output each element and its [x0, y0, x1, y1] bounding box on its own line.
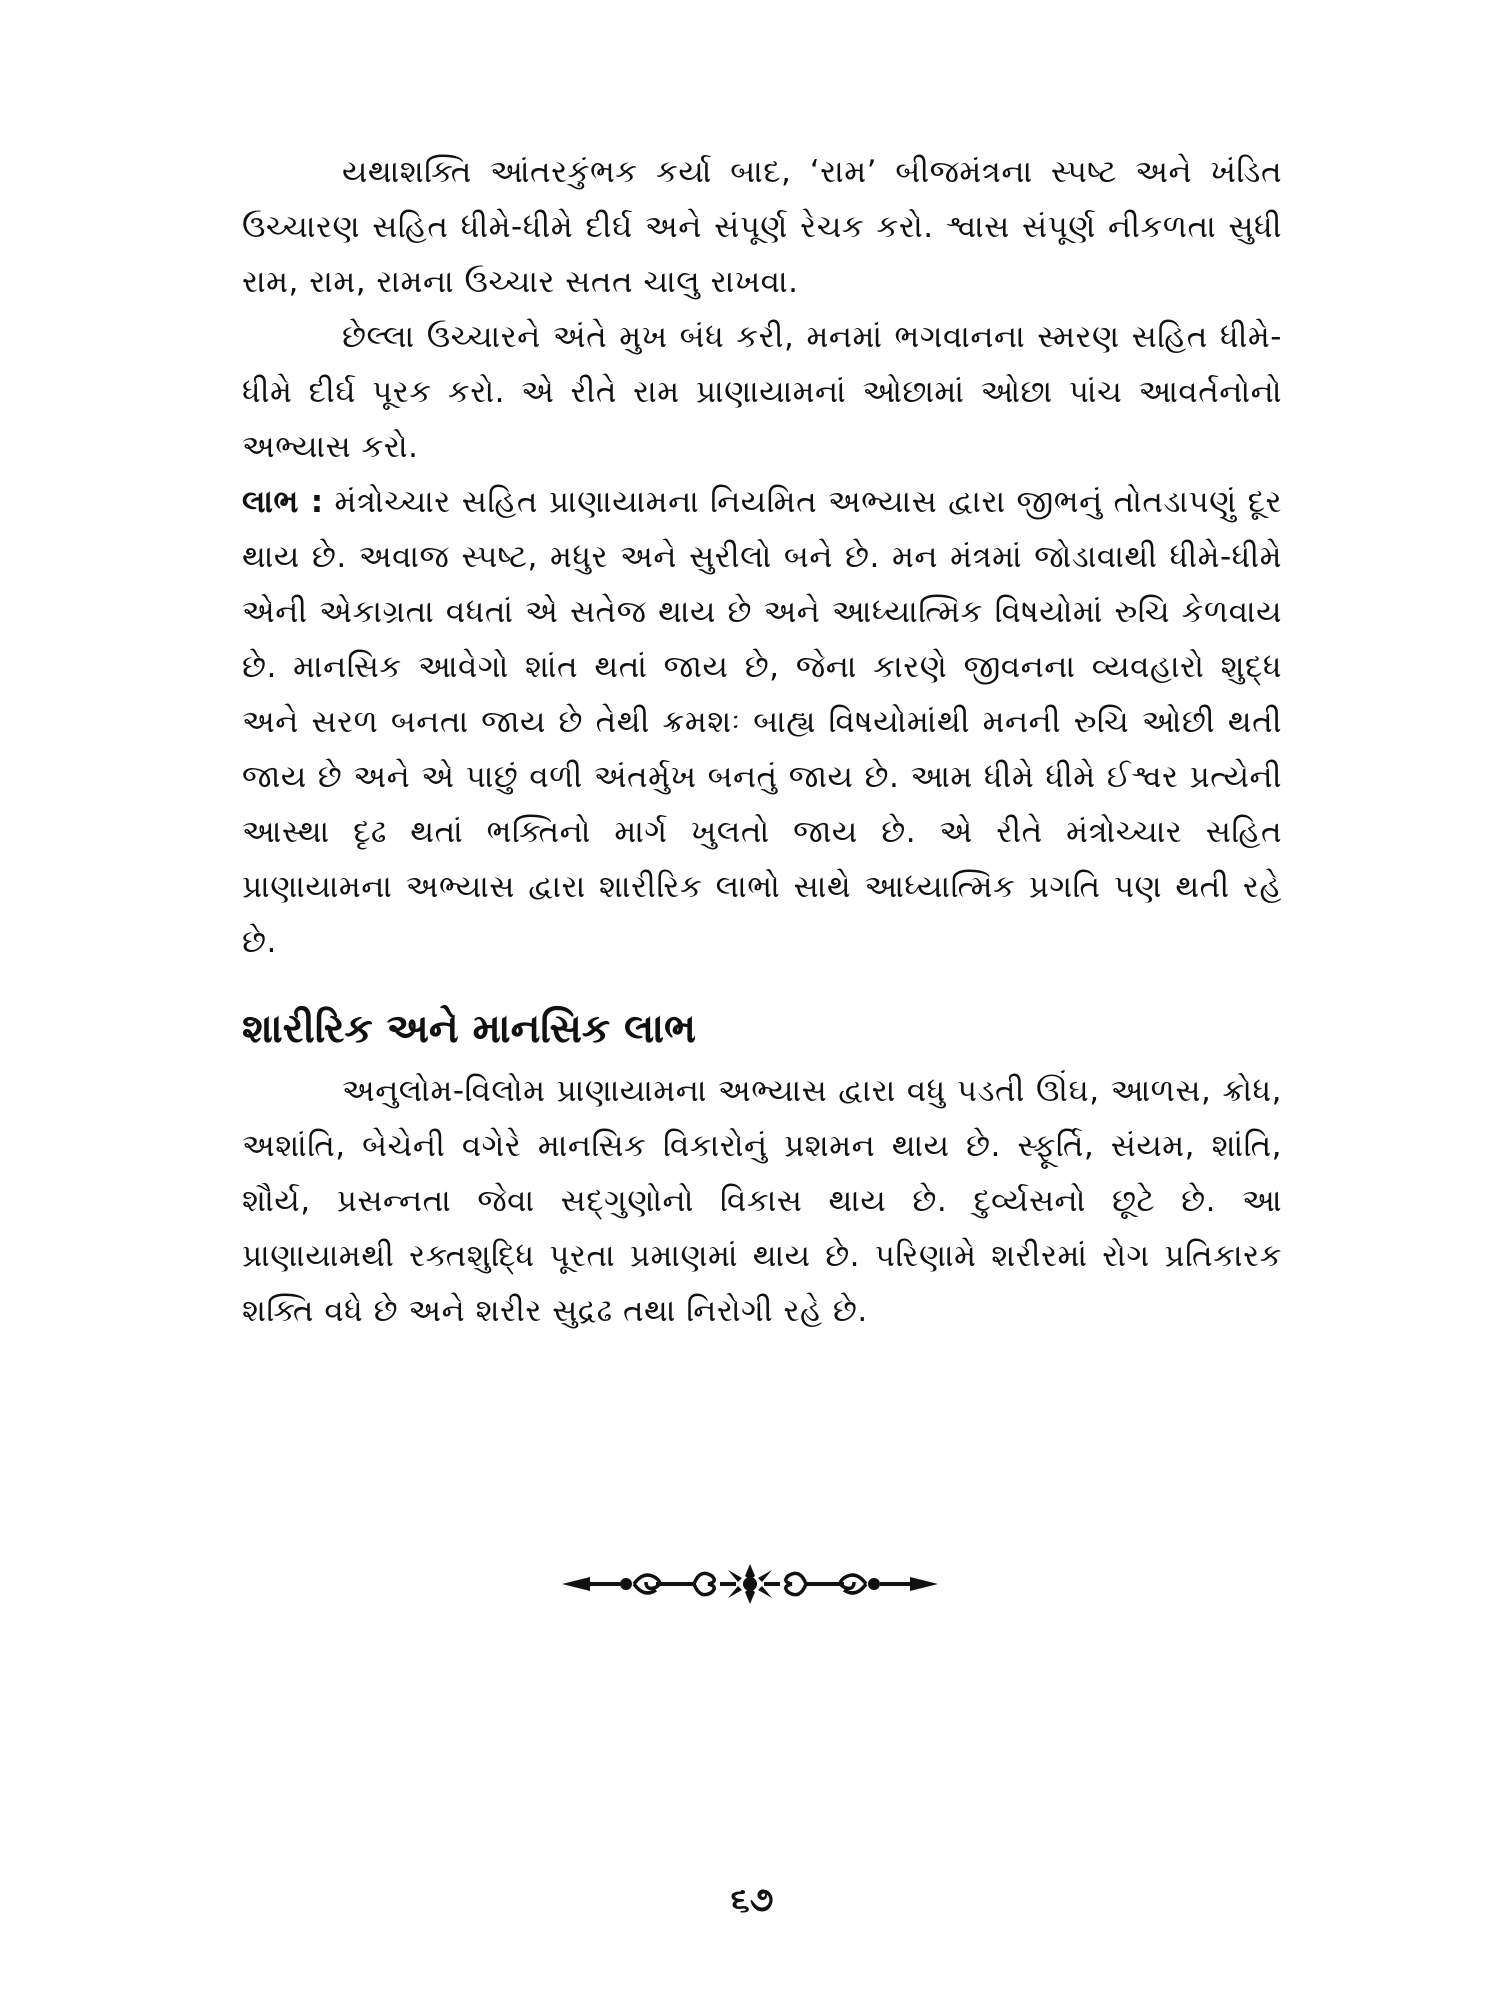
benefit-paragraph [242, 475, 1282, 970]
page-body [242, 145, 1282, 1339]
paragraph-anulom-vilom: અનુલોમ-વિલોમ પ્રાણાયામના અભ્યાસ દ્વારા વધુ પડતી ઊંઘ, આળસ, ક્રોધ, અશાંતિ, બેચેની વગેરે માનસિક વિકારોનું પ્રશમન થાય છે. સ્ફૂર્તિ, સંયમ, શાંતિ, શૌર્ય, પ્રસન્નતા જેવા સદ્ગુણોનો વિકાસ થાય છે. દુર્વ્યસનો છૂટે છે. આ પ્રાણાયામથી રક્તશુદ્ધિ પૂરતા પ્રમાણમાં થાય છે. પરિણામે શરીરમાં રોગ પ્રતિકારક શક્તિ વધે છે અને શરીર સુદ્રઢ તથા નિરોગી રહે છે. [242, 1073, 1282, 1329]
page-number-text: ૬૭ [730, 1880, 774, 1920]
benefit-text: મંત્રોચ્ચાર સહિત પ્રાણાયામના નિયમિત અભ્યાસ દ્વારા જીભનું તોતડાપણું દૂર થાય છે. અવાજ સ્પષ્ટ, મધુર અને સુરીલો બને છે. મન મંત્રમાં જોડાવાથી ધીમે-ધીમે એની એકાગ્રતા વધતાં એ સતેજ થાય છે અને આધ્યાત્મિક વિષયોમાં રુચિ કેળવાય છે. માનસિક આવેગો શાંત થતાં જાય છે, જેના કારણે જીવનના વ્યવહારો શુદ્ધ અને સરળ બનતા જાય છે તેથી ક્રમશઃ બાહ્ય વિષયોમાંથી મનની રુચિ ઓછી થતી જાય છે અને એ પાછું વળી અંતર્મુખ બનતું જાય છે. આમ ધીમે ધીમે ઈશ્વર પ્રત્યેની આસ્થા દૃઢ થતાં ભક્તિનો માર્ગ ખુલતો જાય છે. એ રીતે મંત્રોચ્ચાર સહિત પ્રાણાયામના અભ્યાસ દ્વારા શારીરિક લાભો સાથે આધ્યાત્મિક પ્રગતિ પણ થતી રહે છે. [242, 484, 1282, 960]
page-number [0, 1880, 1500, 1920]
paragraph-inhalation: છેલ્લા ઉચ્ચારને અંતે મુખ બંધ કરી, મનમાં ભગવાનના સ્મરણ સહિત ધીમે-ધીમે દીર્ઘ પૂરક કરો. એ રીતે રામ પ્રાણાયામનાં ઓછામાં ઓછા પાંચ આવર્તનોનો અભ્યાસ કરો. [242, 319, 1282, 465]
paragraph-exhalation: યથાશક્તિ આંતરકુંભક કર્યા બાદ, ‘રામ’ બીજમંત્રના સ્પષ્ટ અને ખંડિત ઉચ્ચારણ સહિત ધીમે-ધીમે દીર્ઘ અને સંપૂર્ણ રેચક કરો. શ્વાસ સંપૂર્ણ નીકળતા સુધી રામ, રામ, રામના ઉચ્ચાર સતત ચાલુ રાખવા. [242, 154, 1282, 300]
section-heading: શારીરિક અને માનસિક લાભ [242, 1006, 697, 1052]
benefit-label: લાભ : [242, 484, 324, 520]
floral-divider-ornament-icon [560, 1562, 940, 1606]
